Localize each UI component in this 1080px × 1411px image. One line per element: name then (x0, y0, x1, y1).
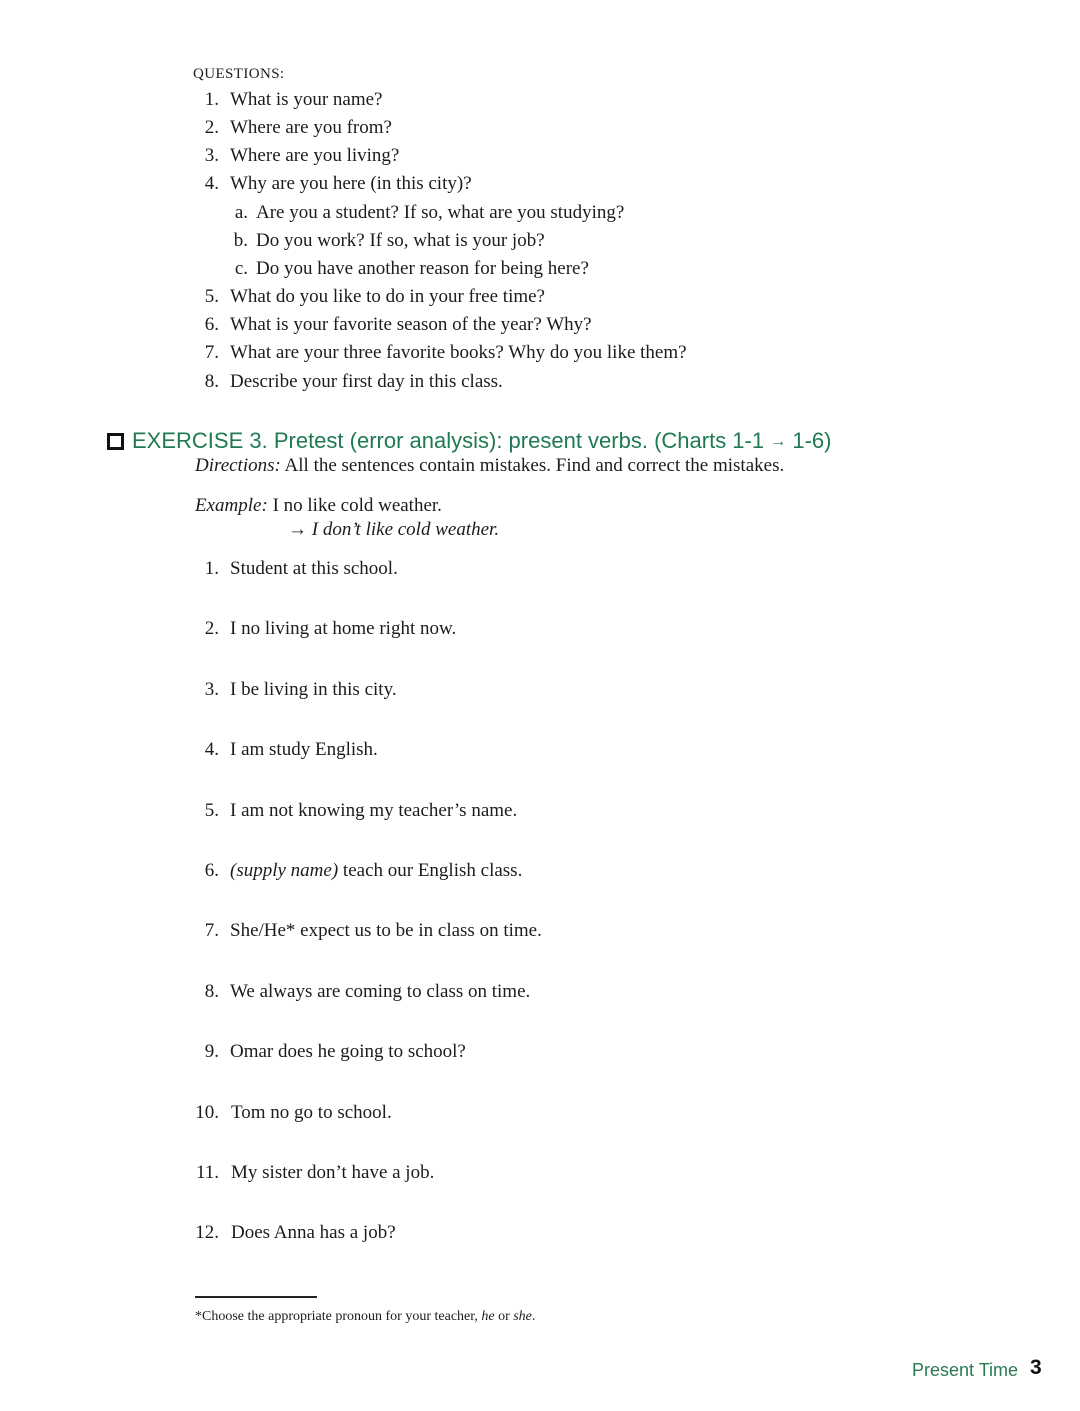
exercise-number: 10. (195, 1102, 219, 1123)
question-text: Describe your first day in this class. (230, 371, 503, 392)
footnote-end: . (531, 1309, 536, 1324)
exercise-sentence-rest: teach our English class. (338, 860, 523, 881)
exercise-number: 5. (204, 800, 219, 821)
question-text: Where are you living? (230, 145, 400, 166)
exercise-sentence: Omar does he going to school? (230, 1041, 466, 1062)
exercise-sentence: Does Anna has a job? (231, 1222, 396, 1243)
question-text: What do you like to do in your free time? (230, 286, 545, 307)
question-text: Why are you here (in this city)? (230, 173, 472, 194)
question-number: 8. (204, 371, 219, 392)
exercise-number: 6. (204, 860, 219, 881)
exercise-title-end: 1-6) (792, 428, 832, 453)
example (195, 495, 442, 517)
question-number: 5. (204, 286, 219, 307)
exercise-sentence: We always are coming to class on time. (230, 981, 531, 1002)
exercise-number: 2. (204, 618, 219, 639)
question-text: Do you have another reason for being here? (256, 258, 589, 279)
exercise-sentence: Tom no go to school. (231, 1102, 392, 1123)
footnote-she: she (513, 1309, 532, 1324)
question-letter: c. (234, 258, 248, 279)
question-number: 4. (204, 173, 219, 194)
directions-text: All the sentences contain mistakes. Find and correct the mistakes. (284, 455, 785, 476)
footnote (195, 1309, 535, 1325)
example-label: Example: (195, 495, 268, 516)
exercise-sentence: I be living in this city. (230, 679, 397, 700)
footnote-or: or (494, 1309, 514, 1324)
exercise-number: 4. (204, 739, 219, 760)
question-text: What are your three favorite books? Why do you like them? (230, 342, 687, 363)
question-number: 7. (204, 342, 219, 363)
exercise-sentence: I am study English. (230, 739, 378, 760)
example-answer: → I don’t like cold weather. (288, 519, 500, 540)
exercise-sentence: I am not knowing my teacher’s name. (230, 800, 518, 821)
question-letter: b. (233, 230, 248, 251)
example-text: I no like cold weather. (272, 495, 442, 516)
directions (195, 455, 784, 477)
section-title: Present Time (912, 1360, 1019, 1380)
question-number: 6. (204, 314, 219, 335)
exercise-number: 7. (204, 920, 219, 941)
question-text: Are you a student? If so, what are you studying? (256, 202, 625, 223)
directions-label: Directions: (195, 455, 281, 476)
question-number: 2. (204, 117, 219, 138)
exercise-number: 12. (195, 1222, 219, 1243)
exercise-number: 3. (204, 679, 219, 700)
question-text: Where are you from? (230, 117, 392, 138)
exercise-sentence: She/He* expect us to be in class on time. (230, 920, 542, 941)
questions-heading: QUESTIONS: (193, 66, 285, 82)
exercise-number: 11. (195, 1162, 219, 1183)
exercise-number: 1. (204, 558, 219, 579)
exercise-title-text: EXERCISE 3. Pretest (error analysis): present verbs. (Charts 1-1 (132, 428, 765, 453)
exercise-sentence: My sister don’t have a job. (231, 1162, 435, 1183)
question-number: 3. (204, 145, 219, 166)
exercise-number: 8. (204, 981, 219, 1002)
question-number: 1. (204, 89, 219, 110)
supply-name-hint: (supply name) (230, 860, 339, 881)
exercise-sentence: Student at this school. (230, 558, 398, 579)
question-letter: a. (234, 202, 248, 223)
exercise-number: 9. (204, 1041, 219, 1062)
page-number: 3 (1030, 1356, 1042, 1379)
question-text: Do you work? If so, what is your job? (256, 230, 545, 251)
footnote-he: he (481, 1309, 495, 1324)
question-text: What is your name? (230, 89, 383, 110)
arrow-right-icon: → (770, 433, 787, 450)
footnote-text: *Choose the appropriate pronoun for your teacher, (195, 1309, 482, 1324)
footnote-rule (195, 1296, 317, 1298)
exercise-title (107, 428, 831, 454)
checkbox-icon[interactable] (107, 433, 124, 450)
exercise-sentence: I no living at home right now. (230, 618, 457, 639)
question-text: What is your favorite season of the year? Why? (230, 314, 592, 335)
exercise-sentence (230, 860, 522, 882)
